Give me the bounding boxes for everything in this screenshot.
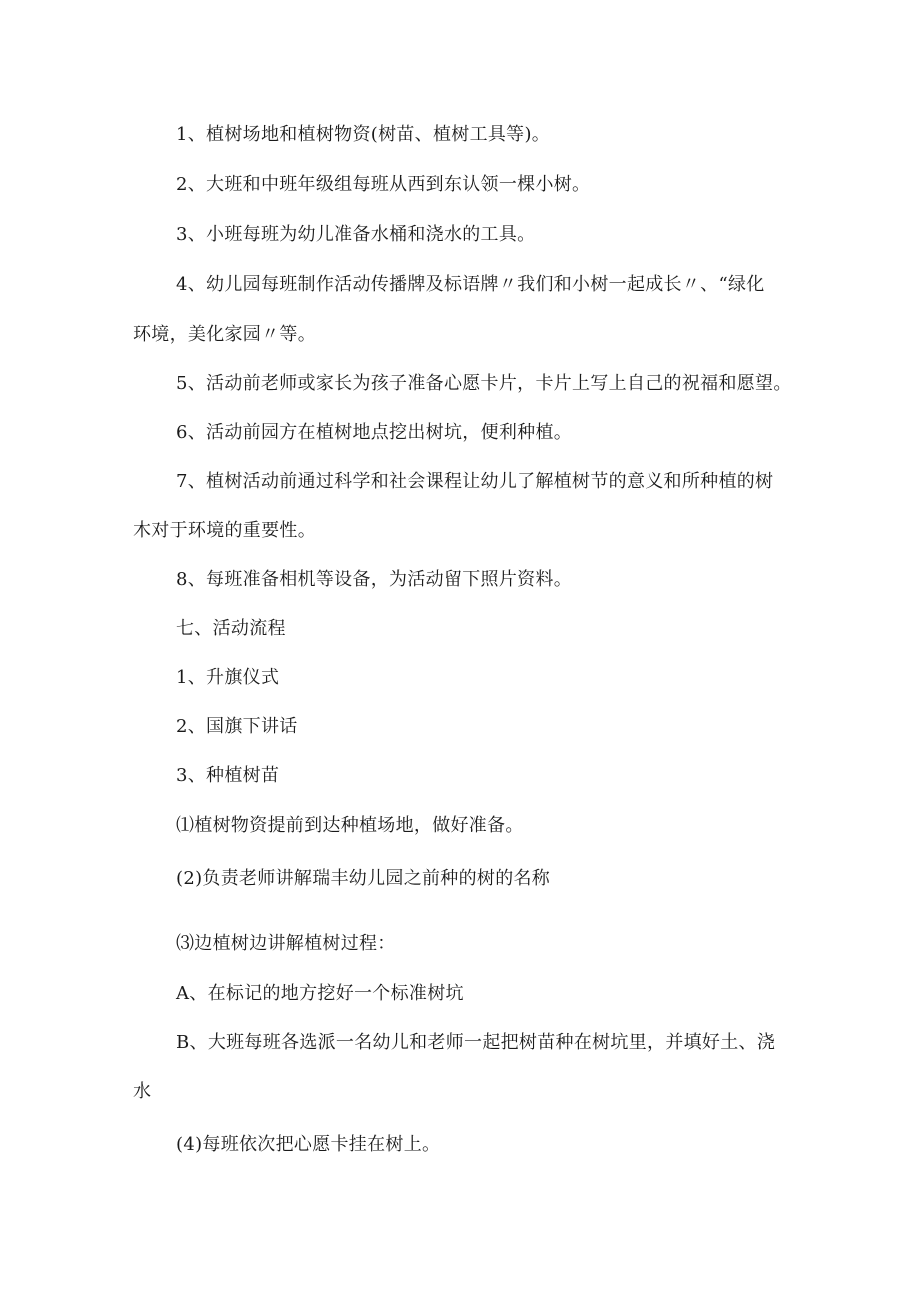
sub-item-b-continued: 水 — [133, 1081, 152, 1102]
list-item-prep-4-continued: 环境，美化家园〃等。 — [133, 324, 316, 345]
list-item-prep-5: 5、活动前老师或家长为孩子准备心愿卡片，卡片上写上自己的祝福和愿望。 — [176, 373, 792, 394]
list-item-prep-3: 3、小班每班为幼儿准备水桶和浇水的工具。 — [176, 224, 536, 245]
list-item-prep-4: 4、幼儿园每班制作活动传播牌及标语牌〃我们和小树一起成长〃、“绿化 — [176, 274, 765, 295]
list-item-prep-2: 2、大班和中班年级组每班从西到东认领一棵小树。 — [176, 174, 591, 195]
sub-item-b: B、大班每班各选派一名幼儿和老师一起把树苗种在树坑里，并填好土、浇 — [176, 1032, 776, 1053]
sub-item-1: ⑴植树物资提前到达种植场地，做好准备。 — [176, 815, 524, 836]
sub-item-a: A、在标记的地方挖好一个标准树坑 — [176, 983, 464, 1004]
sub-item-2: (2)负责老师讲解瑞丰幼儿园之前种的树的名称 — [176, 868, 551, 889]
list-item-flow-2: 2、国旗下讲话 — [176, 716, 298, 737]
list-item-prep-1: 1、植树场地和植树物资(树苗、植树工具等)。 — [176, 124, 551, 145]
list-item-flow-3: 3、种植树苗 — [176, 765, 280, 786]
list-item-prep-6: 6、活动前园方在植树地点挖出树坑，便利种植。 — [176, 422, 573, 443]
list-item-flow-1: 1、升旗仪式 — [176, 667, 280, 688]
list-item-prep-8: 8、每班准备相机等设备，为活动留下照片资料。 — [176, 569, 573, 590]
sub-item-3: ⑶边植树边讲解植树过程： — [176, 933, 396, 954]
sub-item-4: (4)每班依次把心愿卡挂在树上。 — [176, 1134, 441, 1155]
list-item-prep-7-continued: 木对于环境的重要性。 — [133, 520, 316, 541]
list-item-prep-7: 7、植树活动前通过科学和社会课程让幼儿了解植树节的意义和所种植的树 — [176, 471, 774, 492]
section-heading-activity-flow: 七、活动流程 — [176, 618, 286, 639]
